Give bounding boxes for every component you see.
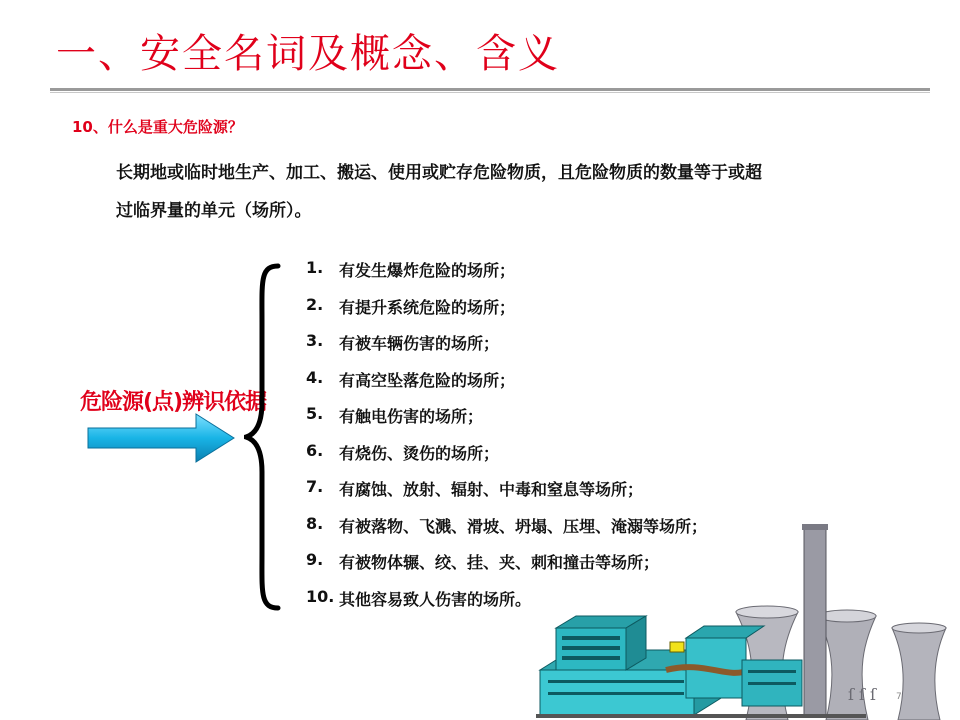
list-item: 10. 其他容易致人伤害的场所。: [306, 586, 532, 609]
list-item: 5. 有触电伤害的场所；: [306, 404, 484, 426]
list-item: 3. 有被车辆伤害的场所；: [306, 331, 500, 353]
list-item: 7. 有腐蚀、放射、辐射、中毒和窒息等场所；: [306, 477, 644, 499]
list-item: 2. 有提升系统危险的场所；: [306, 294, 516, 317]
definition-line-2: 过临界量的单元（场所）。: [116, 201, 312, 221]
right-arrow-icon: [86, 412, 236, 464]
power-plant-illustration: [536, 520, 960, 720]
list-item: 8. 有被落物、飞溅、滑坡、坍塌、压埋、淹溺等场所；: [306, 513, 708, 536]
identification-basis-label: 危险源(点)辨识依据: [80, 390, 267, 415]
list-item: 9. 有被物体辗、绞、挂、夹、刺和撞击等场所；: [306, 550, 660, 572]
title-divider: [50, 88, 930, 91]
list-item: 4. 有高空坠落危险的场所；: [306, 367, 516, 390]
question-heading: 10、什么是重大危险源？: [72, 118, 243, 136]
slide-title: 一、安全名词及概念、含义: [56, 31, 560, 77]
curly-brace-icon: [244, 262, 284, 612]
list-item: 1. 有发生爆炸危险的场所；: [306, 258, 516, 280]
svg-text:ſ ſ ſ: ſ ſ ſ: [848, 685, 876, 704]
title-divider-thin: [50, 92, 930, 93]
definition-line-1: 长期地或临时地生产、加工、搬运、使用或贮存危险物质，且危险物质的数量等于或超: [116, 163, 762, 183]
page-number: 7: [896, 692, 902, 702]
list-item: 6. 有烧伤、烫伤的场所；: [306, 440, 500, 463]
